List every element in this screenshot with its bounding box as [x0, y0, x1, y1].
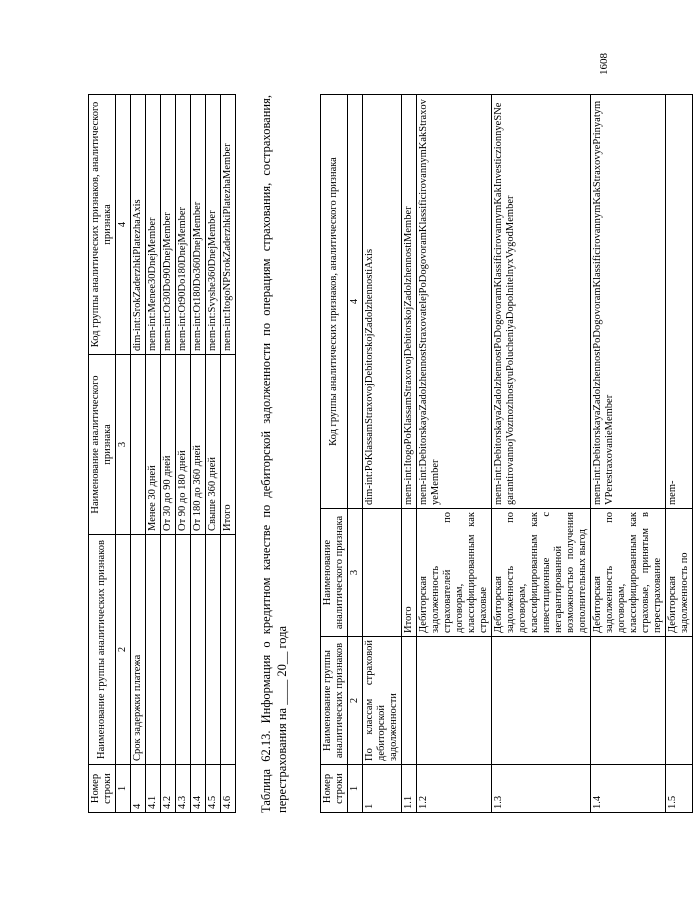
table-row — [191, 95, 206, 813]
row-number: 4.4 — [191, 765, 206, 813]
feature-code: dim-int:PoKlassamStraxovojDebitorskojZadolzhennostiAxis — [363, 95, 402, 509]
group-name — [402, 637, 417, 765]
group-name — [591, 637, 666, 765]
table-row — [146, 95, 161, 813]
feature-name: От 30 до 90 дней — [161, 355, 176, 535]
header-cell: Номер строки — [321, 765, 348, 813]
feature-code: mem- — [666, 95, 693, 509]
column-number: 1 — [348, 765, 363, 813]
column-number: 3 — [348, 509, 363, 637]
feature-code: mem-int:Ot180Do360DnejMember — [191, 95, 206, 355]
group-name — [666, 637, 693, 765]
column-number: 3 — [116, 355, 131, 535]
header-cell: Наименование группы аналитических признаков — [89, 535, 116, 765]
column-number: 2 — [348, 637, 363, 765]
credit-delay-table — [88, 94, 236, 813]
header-cell: Код группы аналитических признаков, аналитического признака — [89, 95, 116, 355]
feature-name: Менее 30 дней — [146, 355, 161, 535]
table-row — [492, 95, 591, 813]
feature-name: От 90 до 180 дней — [176, 355, 191, 535]
row-number: 4 — [131, 765, 146, 813]
feature-code: mem-int:ItogoPoKlassamStraxovojDebitorskojZadolzhennostiMember — [402, 95, 417, 509]
feature-name — [131, 355, 146, 535]
table-header-row — [89, 95, 116, 813]
feature-code: mem-int:Svyshe360DnejMember — [206, 95, 221, 355]
group-name — [191, 535, 206, 765]
feature-code: mem-int:Menee30DnejMember — [146, 95, 161, 355]
column-number: 2 — [116, 535, 131, 765]
feature-code: mem-int:DebitorskayaZadolzhennostStraxovatelejPoDogovoramKlassificirovannymKakStraxovyeMember — [417, 95, 492, 509]
group-name — [417, 637, 492, 765]
column-number-row — [116, 95, 131, 813]
table-row — [417, 95, 492, 813]
feature-name: Дебиторская задолженность страхователей по договорам, классифицированным как страховые — [417, 509, 492, 637]
column-number: 4 — [116, 95, 131, 355]
group-name: По классам страховой дебиторской задолженности — [363, 637, 402, 765]
feature-name: От 180 до 360 дней — [191, 355, 206, 535]
group-name — [492, 637, 591, 765]
feature-name: Дебиторская задолженность по — [666, 509, 693, 637]
row-number: 1.1 — [402, 765, 417, 813]
header-cell: Наименование аналитического признака — [89, 355, 116, 535]
table-row — [221, 95, 236, 813]
feature-code: mem-int:Ot30Do90DnejMember — [161, 95, 176, 355]
table-row — [131, 95, 146, 813]
column-number-row — [348, 95, 363, 813]
table-row — [206, 95, 221, 813]
group-name — [206, 535, 221, 765]
feature-code: mem-int:DebitorskayaZadolzhennostPoDogovoramKlassificirovannymKakStraxovyePrinyatymVPerestraxovanieMember — [591, 95, 666, 509]
table-row — [363, 95, 402, 813]
credit-quality-table — [320, 94, 693, 813]
feature-name — [363, 509, 402, 637]
group-name — [176, 535, 191, 765]
table-header-row — [321, 95, 348, 813]
row-number: 1.3 — [492, 765, 591, 813]
feature-name: Свыше 360 дней — [206, 355, 221, 535]
header-cell: Код группы аналитических признаков, аналитического признака — [321, 95, 348, 509]
page-number: 1608 — [598, 53, 610, 75]
row-number: 4.6 — [221, 765, 236, 813]
feature-code: mem-int:ItogoNPSrokZaderzhkiPlatezhaMember — [221, 95, 236, 355]
row-number: 4.3 — [176, 765, 191, 813]
feature-name: Итого — [221, 355, 236, 535]
table-row — [161, 95, 176, 813]
row-number: 4.1 — [146, 765, 161, 813]
table-row — [591, 95, 666, 813]
table-caption: Таблица 62.13. Информация о кредитном качестве по дебиторской задолженности по операциям страхования, сострахования, перестрахования на ____ 20__ года — [259, 95, 289, 813]
group-name — [221, 535, 236, 765]
row-number: 1.5 — [666, 765, 693, 813]
group-name — [146, 535, 161, 765]
header-cell: Наименование группы аналитических признаков — [321, 637, 348, 765]
header-cell: Номер строки — [89, 765, 116, 813]
feature-code: mem-int:Ot90Do180DnejMember — [176, 95, 191, 355]
feature-name: Итого — [402, 509, 417, 637]
table-row — [666, 95, 693, 813]
feature-name: Дебиторская задолженность по договорам, классифицированным как инвестиционные с негарантированной возможностью получения дополнительных выгод — [492, 509, 591, 637]
group-name: Срок задержки платежа — [131, 535, 146, 765]
feature-code: mem-int:DebitorskayaZadolzhennostPoDogovoramKlassificirovannymKakInvesticzionnyeSNegarantirovannojVozmozhnostyuPolucheniyaDopolnitelnyxVygodMember — [492, 95, 591, 509]
row-number: 1.2 — [417, 765, 492, 813]
table-row — [402, 95, 417, 813]
feature-code: dim-int:SrokZaderzhkiPlatezhaAxis — [131, 95, 146, 355]
column-number: 4 — [348, 95, 363, 509]
row-number: 4.2 — [161, 765, 176, 813]
group-name — [161, 535, 176, 765]
column-number: 1 — [116, 765, 131, 813]
feature-name: Дебиторская задолженность по договорам, классифицированным как страховые, принятым в перестрахование — [591, 509, 666, 637]
header-cell: Наименование аналитического признака — [321, 509, 348, 637]
row-number: 1 — [363, 765, 402, 813]
table-row — [176, 95, 191, 813]
row-number: 4.5 — [206, 765, 221, 813]
row-number: 1.4 — [591, 765, 666, 813]
